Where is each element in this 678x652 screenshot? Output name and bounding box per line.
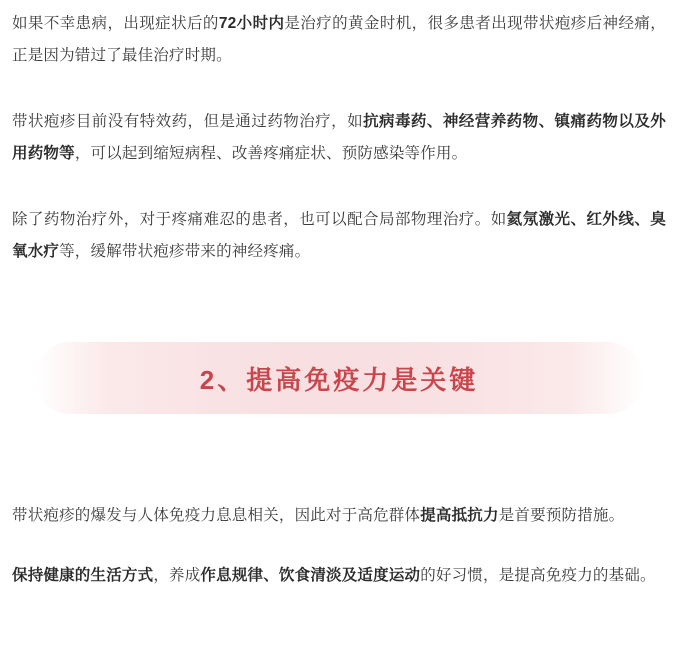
body-text: 带状疱疹目前没有特效药，但是通过药物治疗，如 <box>12 113 364 130</box>
body-text: ，可以起到缩短病程、改善疼痛症状、预防感染等作用。 <box>74 145 468 162</box>
paragraph-4 <box>12 500 666 532</box>
body-text: 除了药物治疗外，对于疼痛难忍的患者，也可以配合局部物理治疗。如 <box>12 211 507 228</box>
paragraph-5 <box>12 560 666 592</box>
emphasis-text: 抗病毒药、神经营养药物、镇痛药物以及外用药物等 <box>12 113 666 162</box>
emphasis-text: 作息规律、饮食清淡及适度运动 <box>200 567 421 584</box>
emphasis-text: 保持健康的生活方式 <box>12 567 154 584</box>
body-text: 带状疱疹的爆发与人体免疫力息息相关，因此对于高危群体 <box>12 507 421 524</box>
section-body <box>12 500 666 592</box>
paragraph-2 <box>12 106 666 170</box>
body-text: 的好习惯，是提高免疫力的基础。 <box>420 567 656 584</box>
body-text: 是治疗的黄金时机，很多患者出现带状疱疹后神经痛，正是因为错过了最佳治疗时期。 <box>12 15 666 64</box>
paragraph-1 <box>12 8 666 72</box>
article-page <box>0 8 678 652</box>
body-text: 是首要预防措施。 <box>498 507 625 524</box>
emphasis-text: 72小时内 <box>218 15 285 32</box>
emphasis-text: 氦氖激光、红外线、臭氧水疗 <box>12 211 666 260</box>
paragraph-3 <box>12 204 666 268</box>
body-text: ，养成 <box>153 567 201 584</box>
emphasis-text: 提高抵抗力 <box>420 507 499 524</box>
body-text: 等，缓解带状疱疹带来的神经疼痛。 <box>59 243 311 260</box>
section-banner-wrapper <box>12 342 666 414</box>
body-text: 如果不幸患病，出现症状后的 <box>12 15 219 32</box>
section-banner <box>34 342 644 414</box>
section-banner-title: 2、提高免疫力是关键 <box>199 364 479 395</box>
